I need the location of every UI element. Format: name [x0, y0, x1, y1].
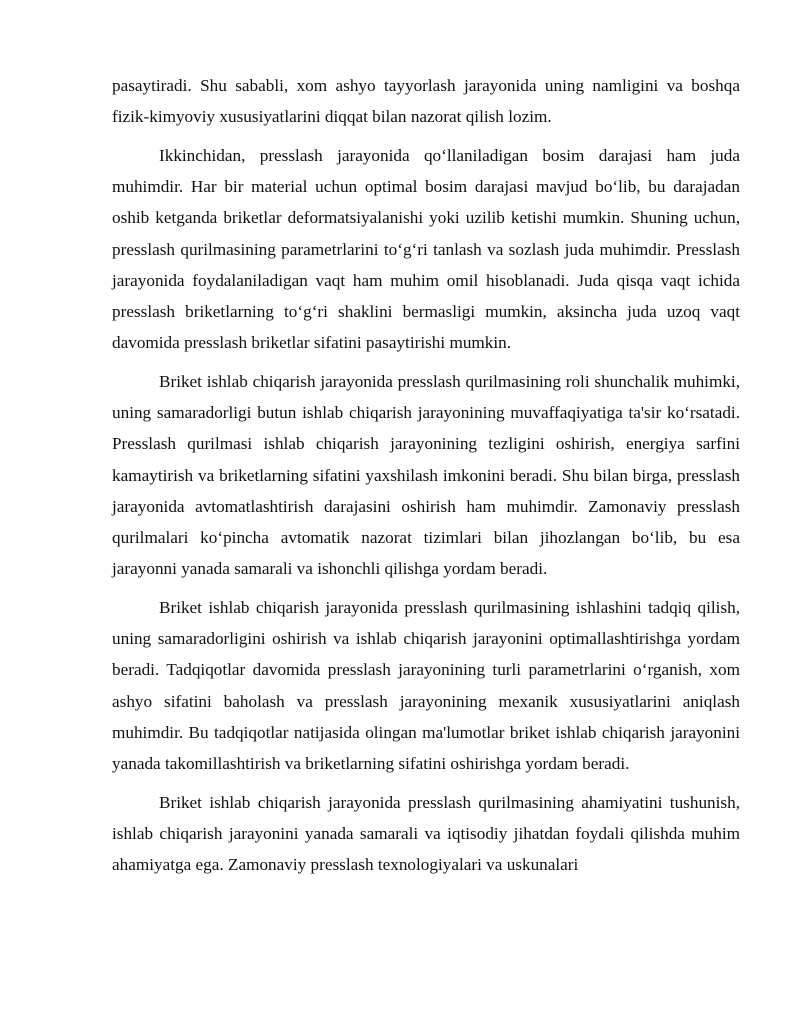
paragraph-continuation: pasaytiradi. Shu sababli, xom ashyo tayyorlash jarayonida uning namligini va boshqa fizik-kimyoviy xususiyatlarini diqqat bilan nazorat qilish lozim.: [112, 76, 740, 127]
paragraph-importance: Briket ishlab chiqarish jarayonida presslash qurilmasining ahamiyatini tushunish, ishlab chiqarish jarayonini yanada samarali va iqtisodiy jihatdan foydali qilishda muhim ahamiyatga ega. Zamonaviy presslash texnologiyalari va uskunalari: [112, 792, 740, 875]
paragraph-press-role: Briket ishlab chiqarish jarayonida presslash qurilmasining roli shunchalik muhimki, uning samaradorligi butun ishlab chiqarish jarayonining muvaffaqiyatiga ta'sir ko‘rsatadi. Presslash qurilmasi ishlab chiqarish jarayonining tezligini oshirish, energiya sarfini kamaytirish va briketlarning sifatini yaxshilash imkonini beradi. Shu bilan birga, presslash jarayonida avtomatlashtirish darajasini oshirish ham muhimdir. Zamonaviy presslash qurilmalari ko‘pincha avtomatik nazorat tizimlari bilan jihozlangan bo‘lib, bu esa jarayonni yanada samarali va ishonchli qilishga yordam beradi.: [112, 372, 740, 579]
paragraph-research: Briket ishlab chiqarish jarayonida presslash qurilmasining ishlashini tadqiq qilish, uning samaradorligini oshirish va ishlab chiqarish jarayonini optimallashtirishga yordam beradi. Tadqiqotlar davomida presslash jarayonining turli parametrlarini o‘rganish, xom ashyo sifatini baholash va presslash jarayonining mexanik xususiyatlarini aniqlash muhimdir. Bu tadqiqotlar natijasida olingan ma'lumotlar briket ishlab chiqarish jarayonini yanada takomillashtirish va briketlarning sifatini oshirishga yordam beradi.: [112, 598, 740, 774]
document-page: [112, 70, 740, 888]
paragraph-pressure: Ikkinchidan, presslash jarayonida qo‘llaniladigan bosim darajasi ham juda muhimdir. Har bir material uchun optimal bosim darajasi mavjud bo‘lib, bu darajadan oshib ketganda briketlar deformatsiyalanishi yoki uzilib ketishi mumkin. Shuning uchun, presslash qurilmasining parametrlarini to‘g‘ri tanlash va sozlash juda muhimdir. Presslash jarayonida foydalaniladigan vaqt ham muhim omil hisoblanadi. Juda qisqa vaqt ichida presslash briketlarning to‘g‘ri shaklini bermasligi mumkin, aksincha juda uzoq vaqt davomida presslash briketlar sifatini pasaytirishi mumkin.: [112, 146, 740, 353]
